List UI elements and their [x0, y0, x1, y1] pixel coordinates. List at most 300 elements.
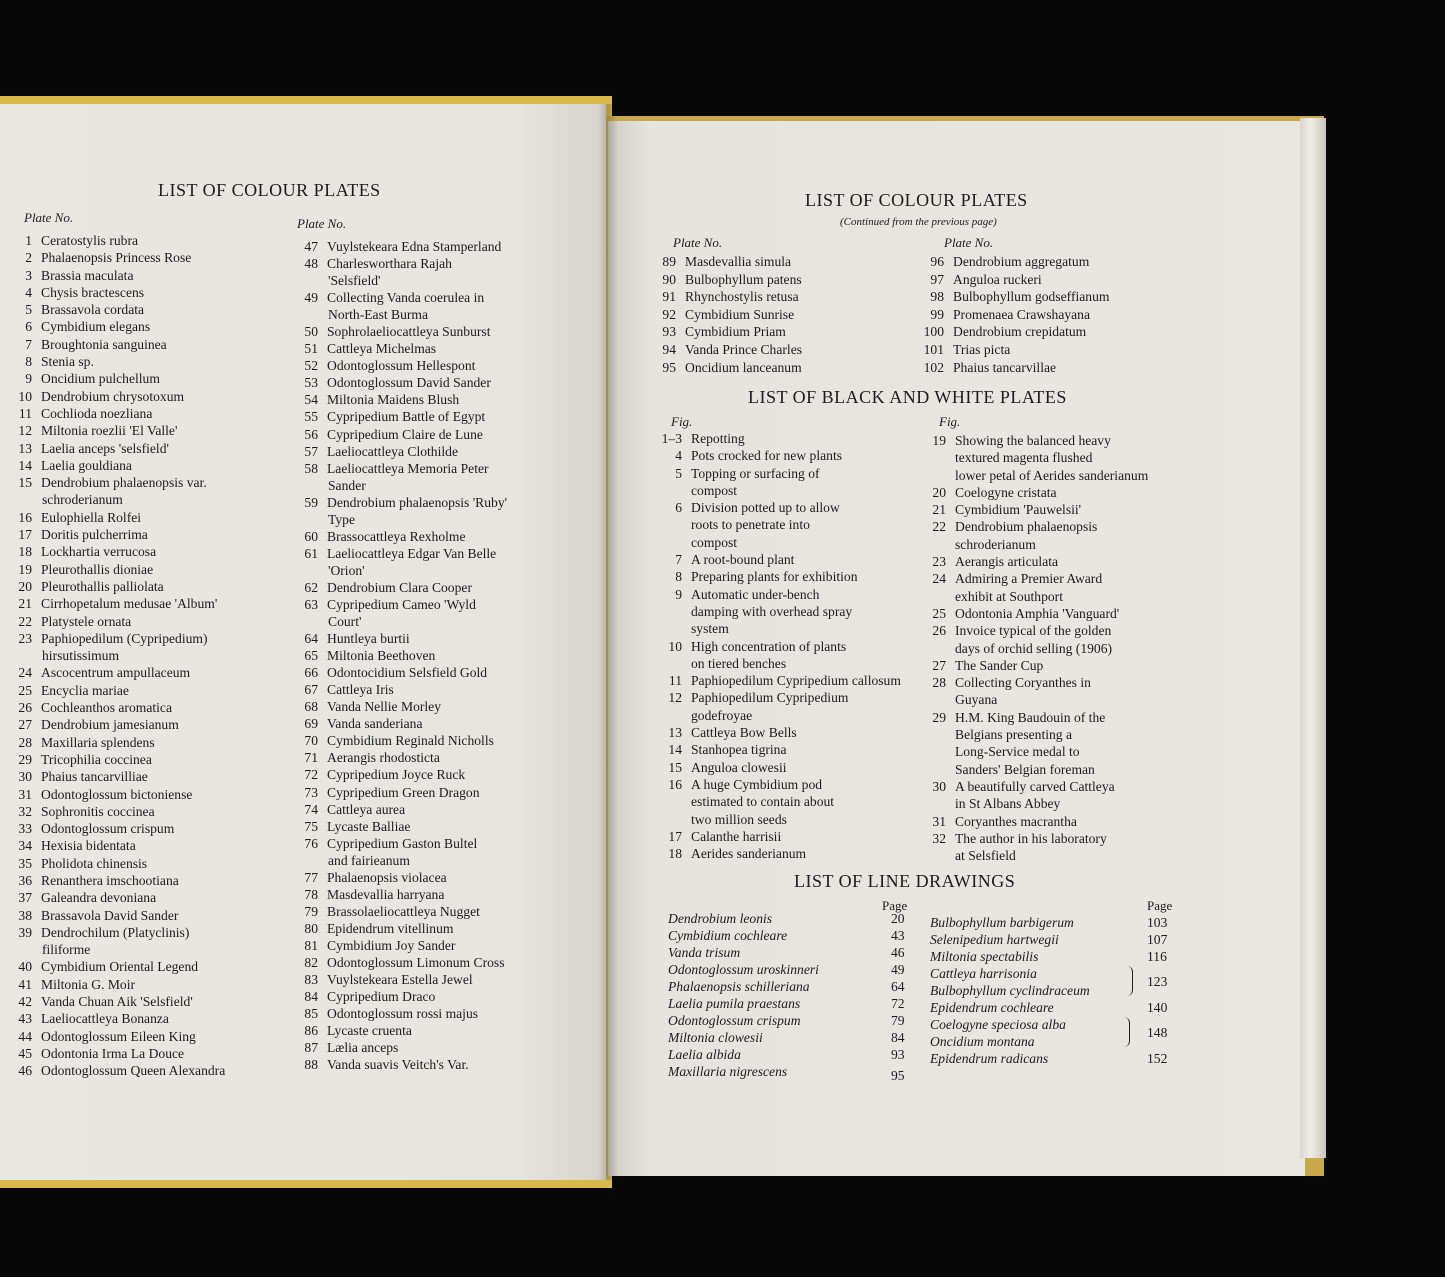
list-item — [918, 306, 1208, 324]
list-item — [290, 357, 590, 374]
item-number: 16 — [668, 776, 682, 792]
item-number: 87 — [304, 1040, 318, 1056]
item-number: 7 — [675, 552, 682, 568]
item-title: Maxillaria splendens — [41, 734, 155, 750]
item-title: Vuylstekeara Estella Jewel — [327, 972, 473, 988]
list-item — [290, 391, 590, 408]
item-title: Brassavola cordata — [41, 302, 145, 318]
item-title: Cymbidium Sunrise — [685, 306, 795, 322]
line-drawing-list-2 — [930, 914, 1180, 1067]
item-title: Miltonia roezlii 'El Valle' — [41, 423, 178, 439]
item-number: 79 — [304, 903, 318, 919]
item-number: 94 — [662, 341, 676, 357]
item-number: 52 — [304, 358, 318, 374]
item-title: Odontoglossum Eileen King — [41, 1028, 196, 1044]
drawing-title: Epidendrum radicans — [930, 1051, 1049, 1066]
list-item — [918, 359, 1208, 377]
item-title: Phalaenopsis Princess Rose — [41, 250, 192, 266]
item-number: 10 — [668, 638, 682, 654]
list-item — [650, 253, 910, 271]
list-item — [290, 903, 590, 920]
list-item — [290, 937, 590, 954]
item-number: 65 — [304, 648, 318, 664]
item-number: 41 — [18, 976, 32, 992]
item-number: 78 — [304, 886, 318, 902]
item-number: 21 — [18, 596, 32, 612]
item-number: 13 — [668, 725, 682, 741]
item-title: Odontoglossum David Sander — [327, 375, 491, 391]
item-title: Miltonia Beethoven — [327, 648, 436, 664]
list-item — [668, 927, 918, 944]
list-item — [4, 803, 284, 820]
item-number: 67 — [304, 682, 318, 698]
list-item — [290, 596, 590, 613]
list-item — [290, 988, 590, 1005]
item-title: Cymbidium Priam — [685, 324, 786, 340]
item-title: Cypripedium Battle of Egypt — [327, 409, 486, 425]
left-col2-header: Plate No. — [297, 216, 347, 231]
item-number: 57 — [304, 443, 318, 459]
item-number: 16 — [18, 509, 32, 525]
item-title: Vanda sanderiana — [327, 716, 423, 732]
item-title: Chysis bractescens — [41, 284, 145, 300]
item-number: 75 — [304, 818, 318, 834]
item-continuation: Court' — [328, 614, 362, 630]
list-item — [4, 820, 284, 837]
item-continuation: textured magenta flushed — [955, 450, 1093, 466]
item-title: Cattleya Iris — [327, 682, 394, 698]
item-number: 23 — [932, 554, 946, 570]
colour-plate-list-2 — [918, 253, 1208, 376]
list-item — [930, 999, 1180, 1016]
item-title: Cymbidium 'Pauwelsii' — [955, 502, 1082, 518]
list-item — [650, 288, 910, 306]
item-number: 37 — [18, 890, 32, 906]
item-number: 18 — [668, 846, 682, 862]
right-page — [608, 121, 1305, 1176]
list-item — [668, 1046, 918, 1063]
item-title: Lycaste Balliae — [327, 818, 411, 834]
item-number: 71 — [304, 750, 318, 766]
list-item — [290, 766, 590, 783]
list-item — [656, 776, 926, 793]
drawing-page-number: 116 — [1147, 949, 1167, 964]
item-number: 11 — [18, 405, 32, 421]
item-number: 61 — [304, 545, 318, 561]
item-number: 74 — [304, 801, 318, 817]
item-continuation: exhibit at Southport — [955, 588, 1063, 604]
list-item — [656, 465, 926, 482]
item-number: 4 — [25, 284, 32, 300]
item-number: 26 — [18, 700, 32, 716]
item-title: Dendrobium phalaenopsis var. — [41, 475, 207, 491]
item-continuation: schroderianum — [955, 536, 1036, 552]
item-title: Laeliocattleya Clothilde — [327, 443, 458, 459]
item-number: 48 — [304, 256, 318, 272]
item-title: Cattleya Bow Bells — [691, 725, 797, 741]
drawing-page-number: 152 — [1147, 1051, 1168, 1066]
item-title: Cymbidium Oriental Legend — [41, 959, 199, 975]
item-title: Cymbidium Joy Sander — [327, 937, 456, 953]
item-number: 9 — [25, 371, 32, 387]
item-number: 22 — [18, 613, 32, 629]
item-title: Paphiopedilum Cypripedium callosum — [691, 673, 901, 689]
item-number: 92 — [662, 306, 676, 322]
item-number: 60 — [304, 528, 318, 544]
item-title: Miltonia Maidens Blush — [327, 392, 460, 408]
item-title: Stenia sp. — [41, 354, 94, 370]
drawing-title: Cymbidium cochleare — [668, 928, 788, 943]
list-item — [4, 595, 284, 612]
list-item — [920, 830, 1210, 847]
drawing-page-number: 84 — [891, 1030, 905, 1045]
list-item — [656, 724, 926, 741]
drawing-page-number: 72 — [891, 996, 905, 1011]
item-title: Cypripedium Draco — [327, 989, 436, 1005]
item-title: Bulbophyllum godseffianum — [953, 289, 1110, 305]
item-number: 24 — [18, 665, 32, 681]
item-number: 23 — [18, 630, 32, 646]
list-item — [650, 306, 910, 324]
item-number: 43 — [18, 1011, 32, 1027]
list-item — [650, 359, 910, 377]
list-item — [668, 1029, 918, 1046]
list-item — [4, 958, 284, 975]
list-item — [650, 271, 910, 289]
left-plate-list-1 — [4, 232, 284, 1080]
item-continuation: on tiered benches — [691, 655, 787, 671]
item-continuation: godefroyae — [691, 707, 753, 723]
item-number: 36 — [18, 872, 32, 888]
item-continuation: hirsutissimum — [42, 648, 120, 664]
ld-page-header-1: Page — [882, 898, 908, 913]
item-title: Collecting Coryanthes in — [955, 675, 1091, 691]
item-number: 55 — [304, 409, 318, 425]
item-continuation: 'Orion' — [328, 562, 365, 578]
item-title: Brassia maculata — [41, 267, 134, 283]
drawing-title: Bulbophyllum cyclindraceum — [930, 983, 1090, 998]
list-item — [290, 698, 590, 715]
item-title: Paphiopedilum (Cypripedium) — [41, 630, 208, 646]
bw-col2-header: Fig. — [939, 414, 961, 429]
item-title: Pholidota chinensis — [41, 855, 148, 871]
list-item — [668, 978, 918, 995]
item-number: 8 — [25, 354, 32, 370]
item-number: 15 — [668, 759, 682, 775]
list-item — [4, 716, 284, 733]
item-title: Lælia anceps — [327, 1040, 399, 1056]
item-number: 49 — [304, 290, 318, 306]
list-item — [290, 255, 590, 272]
item-number: 58 — [304, 460, 318, 476]
list-item — [290, 732, 590, 749]
list-item — [290, 954, 590, 971]
item-number: 90 — [662, 271, 676, 287]
item-title: Lockhartia verrucosa — [41, 544, 157, 560]
item-continuation: roots to penetrate into — [691, 517, 810, 533]
item-title: The Sander Cup — [955, 657, 1044, 673]
item-title: Cypripedium Gaston Bultel — [327, 835, 478, 851]
item-continuation: Guyana — [955, 692, 998, 708]
item-number: 29 — [18, 751, 32, 767]
item-number: 35 — [18, 855, 32, 871]
item-continuation: schroderianum — [42, 492, 123, 508]
item-title: Cypripedium Green Dragon — [327, 784, 480, 800]
list-item — [656, 499, 926, 516]
item-number: 100 — [923, 324, 944, 340]
item-number: 66 — [304, 665, 318, 681]
item-continuation: compost — [691, 534, 738, 550]
item-number: 5 — [675, 465, 682, 481]
item-number: 91 — [662, 289, 676, 305]
list-item — [4, 422, 284, 439]
drawing-title: Bulbophyllum barbigerum — [930, 915, 1074, 930]
item-number: 25 — [18, 682, 32, 698]
bw-col1-header: Fig. — [671, 414, 693, 429]
list-item — [4, 855, 284, 872]
item-title: Ceratostylis rubra — [41, 233, 139, 248]
list-item — [290, 426, 590, 443]
item-number: 19 — [932, 433, 946, 448]
item-title: Coelogyne cristata — [955, 484, 1057, 500]
item-number: 96 — [930, 254, 944, 269]
item-number: 20 — [932, 484, 946, 500]
item-number: 17 — [668, 828, 682, 844]
item-number: 39 — [18, 924, 32, 940]
item-number: 12 — [668, 690, 682, 706]
list-item — [4, 336, 284, 353]
item-continuation: North-East Burma — [328, 307, 429, 323]
page-edges — [1300, 118, 1326, 1158]
item-continuation: lower petal of Aerides sanderianum — [955, 467, 1149, 483]
item-number: 80 — [304, 920, 318, 936]
item-title: Charlesworthara Rajah — [327, 256, 452, 272]
drawing-title: Vanda trisum — [668, 945, 741, 960]
list-item — [4, 664, 284, 681]
item-number: 20 — [18, 578, 32, 594]
item-title: Masdevallia simula — [685, 254, 792, 269]
list-item — [4, 734, 284, 751]
item-title: Odontoglossum Hellespont — [327, 358, 476, 374]
drawing-page-number: 93 — [891, 1047, 905, 1062]
list-item — [930, 1033, 1180, 1050]
colour-col1-header: Plate No. — [673, 235, 723, 250]
drawing-title: Phalaenopsis schilleriana — [668, 979, 810, 994]
item-number: 9 — [675, 586, 682, 602]
item-title: Dendrobium phalaenopsis 'Ruby' — [327, 494, 508, 510]
list-item — [918, 341, 1208, 359]
list-item — [650, 323, 910, 341]
item-number: 63 — [304, 596, 318, 612]
item-number: 98 — [930, 289, 944, 305]
list-item — [920, 605, 1210, 622]
item-number: 7 — [25, 336, 32, 352]
drawing-page-number: 107 — [1147, 932, 1168, 947]
list-item — [656, 638, 926, 655]
list-item — [290, 971, 590, 988]
item-title: Cypripedium Cameo 'Wyld — [327, 596, 476, 612]
item-title: Rhynchostylis retusa — [685, 289, 799, 305]
list-item — [920, 432, 1210, 449]
list-item — [290, 1005, 590, 1022]
list-item — [920, 570, 1210, 587]
list-item — [4, 561, 284, 578]
brace-148 — [1124, 1017, 1130, 1047]
drawing-page-number: 64 — [891, 979, 905, 994]
list-item — [4, 630, 284, 647]
item-number: 6 — [675, 500, 682, 516]
item-continuation: two million seeds — [691, 811, 787, 827]
bw-plates-title: LIST OF BLACK AND WHITE PLATES — [748, 387, 1067, 407]
item-number: 42 — [18, 994, 32, 1010]
list-item — [4, 353, 284, 370]
item-number: 34 — [18, 838, 32, 854]
item-title: Oncidium pulchellum — [41, 371, 160, 387]
list-item — [290, 801, 590, 818]
item-continuation: Long-Service medal to — [955, 744, 1080, 760]
item-title: Brassolaeliocattleya Nugget — [327, 903, 480, 919]
item-title: Vuylstekeara Edna Stamperland — [327, 239, 502, 254]
item-continuation: estimated to contain about — [691, 794, 835, 810]
item-number: 31 — [18, 786, 32, 802]
list-item — [930, 948, 1180, 965]
item-title: Dendrobium aggregatum — [953, 254, 1090, 269]
item-number: 93 — [662, 324, 676, 340]
item-number: 1 — [25, 233, 32, 248]
item-title: Tricophilia coccinea — [41, 751, 152, 767]
list-item — [4, 1010, 284, 1027]
drawing-title: Oncidium montana — [930, 1034, 1035, 1049]
list-item — [290, 715, 590, 732]
item-title: Collecting Vanda coerulea in — [327, 290, 485, 306]
list-item — [4, 613, 284, 630]
item-number: 11 — [668, 673, 682, 689]
item-number: 14 — [18, 457, 32, 473]
item-title: Vanda Chuan Aik 'Selsfield' — [41, 994, 193, 1010]
list-item — [4, 1062, 284, 1079]
list-item — [668, 995, 918, 1012]
item-number: 17 — [18, 527, 32, 543]
list-item — [4, 440, 284, 457]
item-number: 3 — [25, 267, 32, 283]
item-title: Invoice typical of the golden — [955, 623, 1112, 639]
item-title: Pleurothallis palliolata — [41, 578, 164, 594]
item-number: 50 — [304, 324, 318, 340]
list-item — [4, 768, 284, 785]
item-title: Pots crocked for new plants — [691, 448, 843, 464]
brace-123 — [1127, 966, 1133, 996]
item-title: Laelia anceps 'selsfield' — [41, 440, 169, 456]
list-item — [290, 374, 590, 391]
list-item — [656, 568, 926, 585]
item-number: 89 — [662, 254, 676, 269]
item-title: Cochlioda noezliana — [41, 405, 153, 421]
item-continuation: filiforme — [42, 942, 91, 958]
item-number: 13 — [18, 440, 32, 456]
item-title: A beautifully carved Cattleya — [955, 778, 1115, 794]
item-title: Aerides sanderianum — [691, 846, 807, 862]
drawing-page-number: 148 — [1147, 1025, 1168, 1040]
drawing-page-number: 20 — [891, 911, 905, 926]
list-item — [4, 699, 284, 716]
list-item — [656, 672, 926, 689]
item-title: Cymbidium Reginald Nicholls — [327, 733, 494, 749]
line-drawing-list-1 — [668, 910, 918, 1083]
item-number: 81 — [304, 937, 318, 953]
list-item — [920, 778, 1210, 795]
list-item — [290, 835, 590, 852]
list-item — [4, 543, 284, 560]
list-item — [930, 965, 1180, 989]
drawing-title: Cattleya harrisonia — [930, 966, 1037, 981]
list-item — [4, 284, 284, 301]
list-item — [4, 1045, 284, 1062]
list-item — [920, 709, 1210, 726]
list-item — [290, 494, 590, 511]
item-number: 83 — [304, 972, 318, 988]
list-item — [290, 443, 590, 460]
list-item — [920, 553, 1210, 570]
drawing-title: Laelia pumila praestans — [668, 996, 801, 1011]
list-item — [4, 232, 284, 249]
item-number: 25 — [932, 605, 946, 621]
list-item — [4, 526, 284, 543]
item-title: Brassocattleya Rexholme — [327, 528, 466, 544]
item-title: Repotting — [691, 431, 745, 446]
item-title: Laeliocattleya Memoria Peter — [327, 460, 489, 476]
item-title: Cirrhopetalum medusae 'Album' — [41, 596, 218, 612]
item-number: 2 — [25, 250, 32, 266]
item-number: 40 — [18, 959, 32, 975]
item-number: 5 — [25, 302, 32, 318]
list-item — [650, 341, 910, 359]
item-number: 32 — [932, 830, 946, 846]
list-item — [290, 630, 590, 647]
item-number: 30 — [18, 769, 32, 785]
list-item — [4, 388, 284, 405]
item-title: Odontoglossum Queen Alexandra — [41, 1063, 226, 1079]
item-title: High concentration of plants — [691, 638, 847, 654]
item-title: Anguloa ruckeri — [953, 271, 1042, 287]
item-number: 45 — [18, 1045, 32, 1061]
item-title: Oncidium lanceanum — [685, 359, 802, 375]
left-plate-list-2 — [290, 238, 590, 1073]
item-number: 38 — [18, 907, 32, 923]
list-item — [920, 813, 1210, 830]
item-number: 68 — [304, 699, 318, 715]
item-number: 12 — [18, 423, 32, 439]
item-title: Stanhopea tigrina — [691, 742, 787, 758]
colour-plate-list-1 — [650, 253, 910, 376]
item-title: Vanda Nellie Morley — [327, 699, 441, 715]
item-number: 64 — [304, 631, 318, 647]
item-number: 10 — [18, 388, 32, 404]
item-number: 99 — [930, 306, 944, 322]
item-title: Division potted up to allow — [691, 500, 840, 516]
list-item — [656, 586, 926, 603]
list-item — [4, 837, 284, 854]
item-title: The author in his laboratory — [955, 830, 1107, 846]
list-item — [920, 518, 1210, 535]
item-title: Hexisia bidentata — [41, 838, 136, 854]
list-item — [4, 457, 284, 474]
item-title: Phalaenopsis violacea — [327, 869, 447, 885]
list-item — [4, 993, 284, 1010]
list-item — [4, 405, 284, 422]
list-item — [918, 253, 1208, 271]
item-title: Showing the balanced heavy — [955, 433, 1111, 448]
item-title: A root-bound plant — [691, 552, 795, 568]
